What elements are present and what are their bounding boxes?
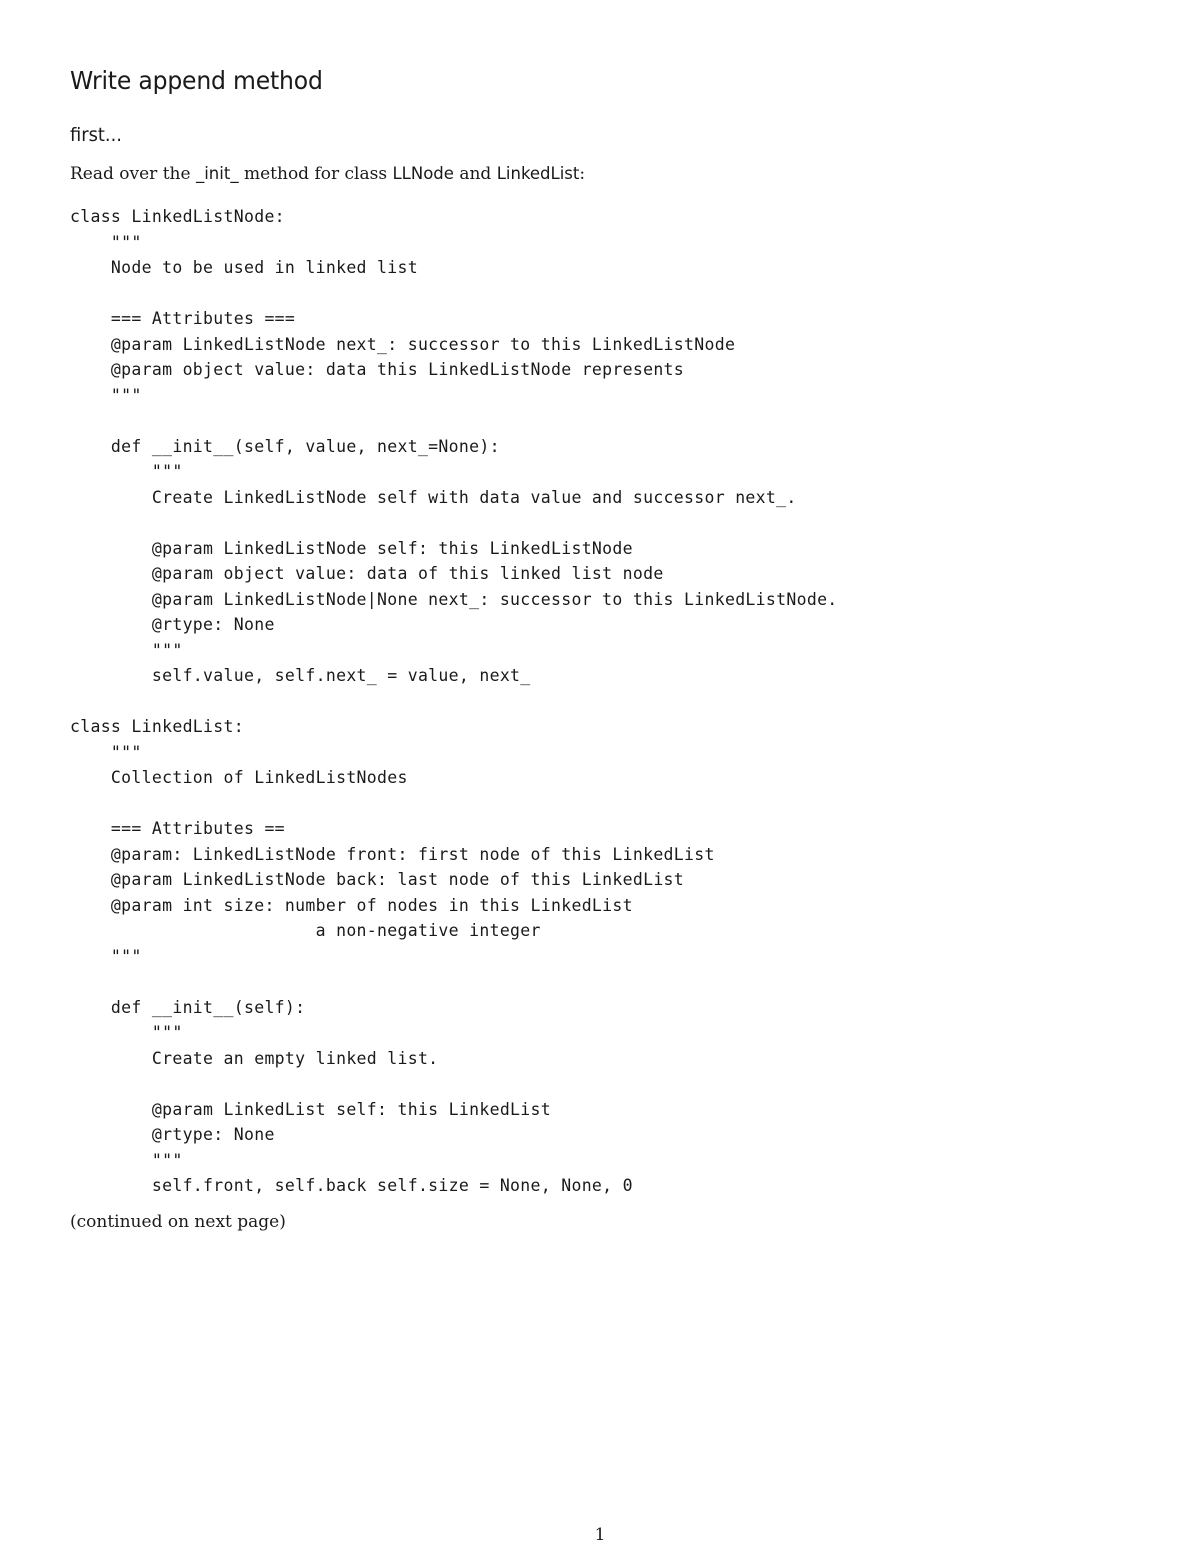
intro-class-llnode: LLNode bbox=[392, 164, 454, 183]
code-line: class LinkedList: bbox=[70, 717, 244, 736]
code-line bbox=[70, 510, 838, 536]
code-line bbox=[70, 1071, 838, 1097]
code-line: """ bbox=[70, 385, 142, 405]
code-line: """ bbox=[70, 946, 142, 966]
code-line: @param LinkedList self: this LinkedList bbox=[70, 1099, 551, 1119]
intro-paragraph bbox=[70, 162, 585, 186]
code-line: """ bbox=[70, 462, 183, 481]
continued-note: (continued on next page) bbox=[70, 1212, 286, 1232]
code-line: === Attributes === bbox=[70, 309, 296, 328]
code-line: """ bbox=[70, 742, 142, 762]
code-line bbox=[70, 969, 838, 995]
code-line: @param LinkedListNode back: last node of this LinkedList bbox=[70, 870, 685, 889]
code-listing bbox=[70, 204, 838, 1199]
code-line bbox=[70, 689, 838, 715]
code-line: def __init__(self, value, next_=None): bbox=[70, 436, 500, 456]
page-title: Write append method bbox=[70, 66, 323, 95]
code-line: Node to be used in linked list bbox=[70, 258, 418, 277]
code-line: a non-negative integer bbox=[70, 921, 541, 940]
code-line: def __init__(self): bbox=[70, 997, 306, 1017]
code-line: === Attributes == bbox=[70, 819, 285, 838]
code-line bbox=[70, 408, 838, 434]
code-line: Collection of LinkedListNodes bbox=[70, 768, 408, 787]
intro-middle: method for class bbox=[238, 164, 393, 184]
code-line: @param LinkedListNode|None next_: successor to this LinkedListNode. bbox=[70, 589, 838, 609]
code-line: @param: LinkedListNode front: first node of this LinkedList bbox=[70, 844, 715, 864]
section-subtitle: first... bbox=[70, 124, 122, 146]
code-line: @param LinkedListNode next_: successor to this LinkedListNode bbox=[70, 334, 736, 354]
code-line: @param int size: number of nodes in this LinkedList bbox=[70, 895, 633, 915]
code-line: """ bbox=[70, 1150, 183, 1170]
code-line: @param LinkedListNode self: this LinkedListNode bbox=[70, 538, 633, 558]
intro-method-name: _init_ bbox=[195, 164, 239, 183]
code-line bbox=[70, 281, 838, 307]
intro-class-linkedlist: LinkedList bbox=[496, 164, 580, 183]
code-line: """ bbox=[70, 640, 183, 660]
code-line: @rtype: None bbox=[70, 615, 275, 634]
code-line: @param object value: data of this linked list node bbox=[70, 564, 664, 583]
code-line: @param object value: data this LinkedListNode represents bbox=[70, 360, 685, 379]
code-line: Create LinkedListNode self with data value and successor next_. bbox=[70, 487, 797, 507]
code-line: class LinkedListNode: bbox=[70, 207, 285, 226]
code-line bbox=[70, 791, 838, 817]
intro-suffix: : bbox=[579, 164, 586, 184]
code-line: self.value, self.next_ = value, next_ bbox=[70, 666, 531, 685]
intro-conjunction: and bbox=[453, 164, 497, 184]
code-line: self.front, self.back self.size = None, None, 0 bbox=[70, 1176, 633, 1195]
intro-prefix: Read over the bbox=[70, 164, 196, 184]
code-line: Create an empty linked list. bbox=[70, 1048, 439, 1068]
code-line: @rtype: None bbox=[70, 1125, 275, 1144]
code-line: """ bbox=[70, 232, 142, 252]
page-number: 1 bbox=[594, 1525, 606, 1545]
code-line: """ bbox=[70, 1023, 183, 1042]
